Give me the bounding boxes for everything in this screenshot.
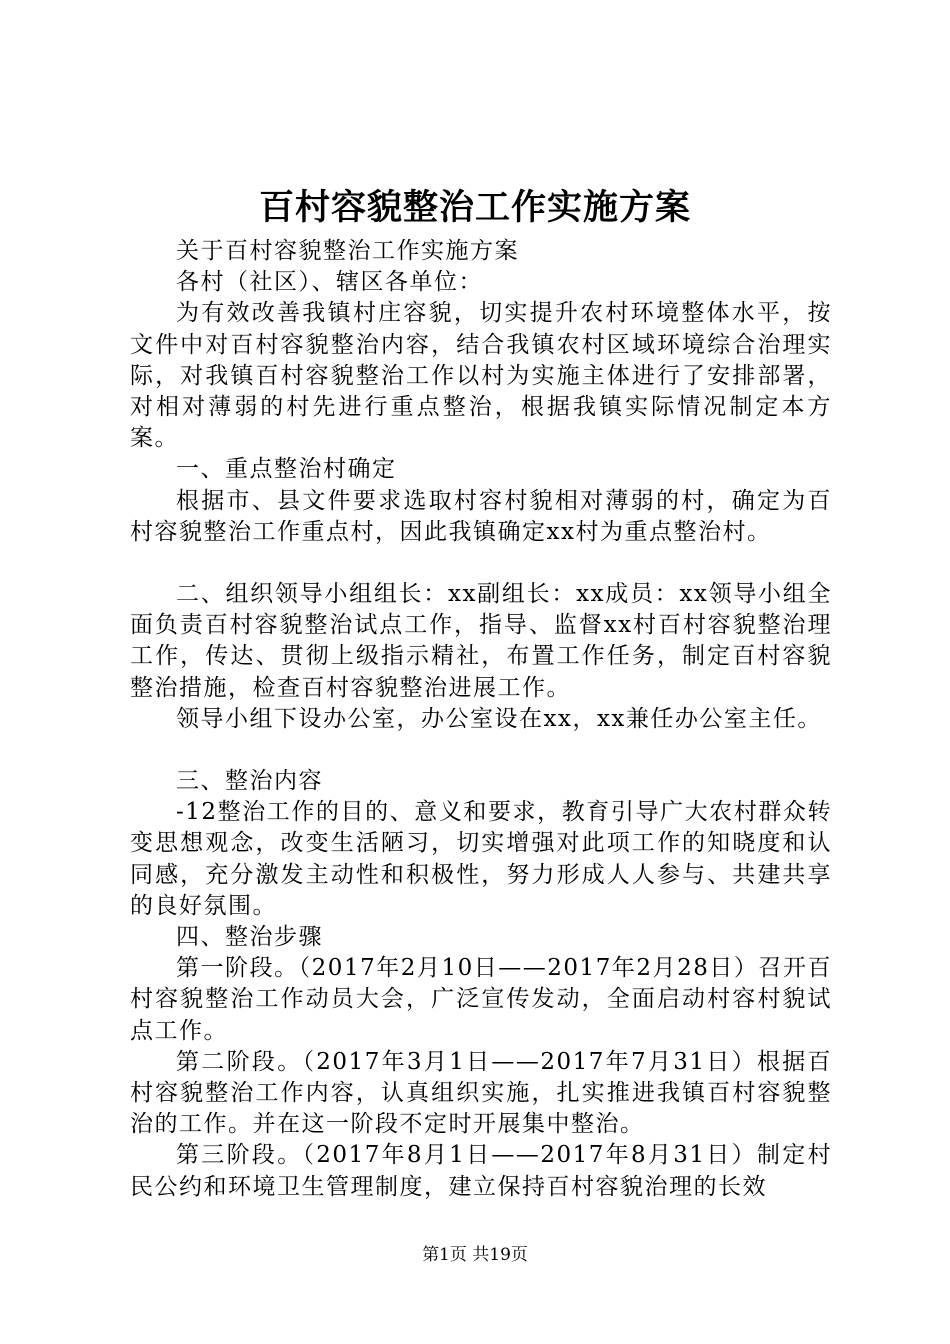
paragraph-section-3: -12整治工作的目的、意义和要求，教育引导广大农村群众转变思想观念，改变生活陋习，切实增强对此项工作的知晓度和认同感，充分激发主动性和积极性，努力形成人人参与、共建共享的良好氛围。 [130, 799, 832, 919]
paragraph-salutation: 各村（社区）、辖区各单位： [176, 269, 483, 296]
document-title: 百村容貌整治工作实施方案 [258, 187, 691, 228]
document-body [130, 236, 832, 1203]
heading-section-1: 一、重点整治村确定 [176, 456, 397, 483]
paragraph-intro: 为有效改善我镇村庄容貌，切实提升农村环境整体水平，按文件中对百村容貌整治内容，结合我镇农村区域环境综合治理实际，对我镇百村容貌整治工作以村为实施主体进行了安排部署，对相对薄弱的村先进行重点整治，根据我镇实际情况制定本方案。 [130, 300, 832, 452]
paragraph-subtitle: 关于百村容貌整治工作实施方案 [176, 238, 519, 264]
paragraph-section-2: 二、组织领导小组组长：xx副组长：xx成员：xx领导小组全面负责百村容貌整治试点工作，指导、监督xx村百村容貌整治理工作，传达、贯彻上级指示精社，布置工作任务，制定百村容貌整治措施，检查百村容貌整治进展工作。 [130, 581, 832, 701]
paragraph-stage-1: 第一阶段。（2017年2月10日——2017年2月28日）召开百村容貌整治工作动员大会，广泛宣传发动，全面启动村容村貌试点工作。 [130, 955, 832, 1044]
paragraph-stage-2: 第二阶段。（2017年3月1日——2017年7月31日）根据百村容貌整治工作内容，认真组织实施，扎实推进我镇百村容貌整治的工作。并在这一阶段不定时开展集中整治。 [130, 1048, 832, 1138]
paragraph-section-2-office: 领导小组下设办公室，办公室设在xx，xx兼任办公室主任。 [176, 705, 822, 732]
heading-section-4: 四、整治步骤 [176, 924, 323, 951]
paragraph-section-1: 根据市、县文件要求选取村容村貌相对薄弱的村，确定为百村容貌整治工作重点村，因此我镇确定xx村为重点整治村。 [130, 487, 832, 545]
page-footer: 第1页 共19页 [422, 1245, 528, 1265]
heading-section-3: 三、整治内容 [176, 768, 323, 795]
paragraph-stage-3: 第三阶段。（2017年8月1日——2017年8月31日）制定村民公约和环境卫生管理制度，建立保持百村容貌治理的长效 [130, 1142, 832, 1200]
